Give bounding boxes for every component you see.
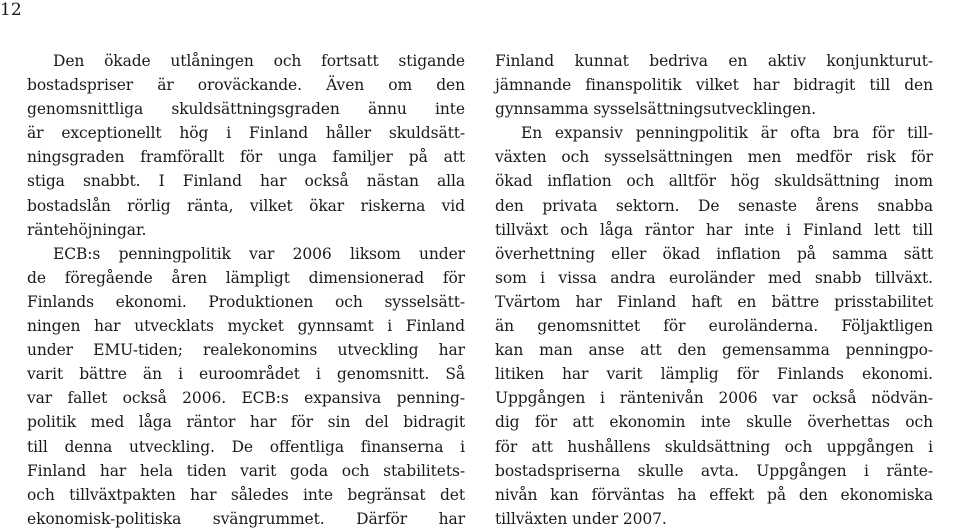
text-line: än genomsnittet för euroländerna. Följaktligen	[495, 317, 933, 336]
text-line: stiga snabbt. I Finland har också nästan alla	[27, 172, 465, 191]
text-line: ökad inflation och alltför hög skuldsättning inom	[495, 172, 933, 191]
text-line: En expansiv penningpolitik är ofta bra för till-	[521, 124, 933, 143]
text-line: Finland har hela tiden varit goda och stabilitets-	[27, 461, 465, 480]
text-line: litiken har varit lämplig för Finlands ekonomi.	[495, 365, 933, 384]
text-line: räntehöjningar.	[27, 220, 147, 239]
text-line: bostadslån rörlig ränta, vilket ökar riskerna vid	[27, 196, 465, 215]
text-line: överhettning eller ökad inflation på samma sätt	[495, 244, 933, 263]
text-line: ningen har utvecklats mycket gynnsamt i Finland	[27, 317, 465, 336]
text-line: växten och sysselsättningen men medför risk för	[495, 148, 933, 167]
text-line: ningsgraden framförallt för unga familjer på att	[27, 148, 465, 167]
text-line: tillväxt och låga räntor har inte i Finland lett till	[495, 220, 933, 239]
text-line: Finland kunnat bedriva en aktiv konjunkturut-	[495, 52, 933, 70]
text-line: är exceptionellt hög i Finland håller skuldsätt-	[27, 124, 465, 143]
text-line: Den ökade utlåningen och fortsatt stigande	[53, 52, 465, 70]
text-line: och tillväxtpakten har således inte begränsat det	[27, 485, 465, 504]
text-line: ekonomisk-politiska svängrummet. Därför har	[27, 509, 465, 528]
text-line: den privata sektorn. De senaste årens snabba	[495, 196, 933, 215]
text-line: tillväxten under 2007.	[495, 509, 667, 528]
text-line: Tvärtom har Finland haft en bättre prisstabilitet	[495, 292, 933, 311]
left-text-column	[27, 49, 465, 531]
text-line: bostadspriser är oroväckande. Även om den	[27, 76, 465, 95]
text-line: ECB:s penningpolitik var 2006 liksom under	[53, 244, 465, 263]
text-line: dig för att ekonomin inte skulle överhettas och	[495, 413, 933, 432]
text-line: kan man anse att den gemensamma penningpo-	[495, 341, 933, 360]
text-line: jämnande finanspolitik vilket har bidragit till den	[495, 76, 933, 95]
text-line: bostadspriserna skulle avta. Uppgången i ränte-	[495, 461, 933, 480]
text-line: för att hushållens skuldsättning och uppgången i	[495, 437, 933, 456]
text-line: genomsnittliga skuldsättningsgraden ännu inte	[27, 100, 465, 119]
text-line: nivån kan förväntas ha effekt på den ekonomiska	[495, 485, 933, 504]
text-line: som i vissa andra euroländer med snabb tillväxt.	[495, 268, 933, 287]
text-line: gynnsamma sysselsättningsutvecklingen.	[495, 100, 816, 119]
text-line: till denna utveckling. De offentliga finanserna i	[27, 437, 465, 456]
right-text-column	[495, 49, 933, 531]
text-line: var fallet också 2006. ECB:s expansiva penning-	[27, 389, 465, 408]
page-number: 12	[0, 0, 22, 20]
text-line: Uppgången i räntenivån 2006 var också nödvän-	[495, 389, 933, 408]
text-line: Finlands ekonomi. Produktionen och sysselsätt-	[27, 292, 465, 311]
text-line: under EMU-tiden; realekonomins utveckling har	[27, 341, 465, 360]
text-line: de föregående åren lämpligt dimensionerad för	[27, 268, 465, 287]
text-line: politik med låga räntor har för sin del bidragit	[27, 413, 465, 432]
text-line: varit bättre än i euroområdet i genomsnitt. Så	[27, 365, 465, 384]
